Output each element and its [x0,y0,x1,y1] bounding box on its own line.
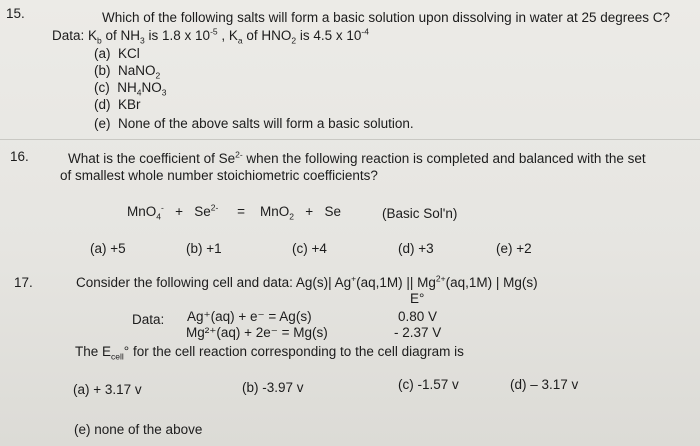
q17-half-reaction-1-e: 0.80 V [398,309,438,324]
q17-data-label: Data: [132,312,165,327]
q15-data: Data: $K_b$ of $NH_3$ is 1.8 x $10^{-5}$ , $K_a$ of $HNO_2$ is 4.5 x $10^{-4}$ [52,26,369,46]
q15-question: Which of the following salts will form a basic solution upon dissolving in water at 25 degrees C? [102,10,671,25]
q17-half-reaction-2-e: - 2.37 V [394,325,442,340]
q17-choice-a: (a) + 3.17 v [73,382,142,397]
q17-choice-e: (e) none of the above [74,422,203,437]
q15-option-e: (e) None of the above salts will form a basic solution. [94,116,414,131]
q17-choice-d: (d) – 3.17 v [510,377,579,392]
divider [0,139,700,140]
q17-number: 17. [14,275,33,290]
q16-choice-d: (d) +3 [398,241,434,256]
q16-reaction: MnO$_4$- + $Se^{2-}$ = MnO$_2$ + Se [127,202,341,222]
q17-choice-c: (c) -1.57 v [398,377,459,392]
q16-choice-e: (e) +2 [496,241,532,256]
q17-ecell-question: The $E_{cell}^\circ$ for the cell reaction corresponding to the cell diagram is [75,344,464,362]
q15-number: 15. [6,6,25,21]
q15-option-b: (b) NaNO$_2$ [94,63,161,81]
q16-choice-c: (c) +4 [292,241,327,256]
q16-question-line1: What is the coefficient of $Se^{2-}$ when the following reaction is completed and balanced with the set [68,149,646,166]
q17-choice-b: (b) -3.97 v [242,380,304,395]
q16-condition: (Basic Sol'n) [382,206,458,221]
q17-e-header: E° [410,291,425,306]
q17-half-reaction-1: Ag⁺(aq) + e⁻ = Ag(s) [187,309,312,324]
q16-number: 16. [10,149,29,164]
q15-option-c: (c) $NH_4NO_3$ [94,80,167,98]
q17-question: Consider the following cell and data: Ag(s)| Ag+(aq,1M) || $Mg^{2+}(aq,1M)$ | Mg(s) [76,273,538,290]
q15-option-d: (d) KBr [94,97,141,112]
q16-choice-b: (b) +1 [186,241,222,256]
q16-question-line2: of smallest whole number stoichiometric coefficients? [60,168,378,183]
q15-option-a: (a) KCl [94,46,140,61]
q17-half-reaction-2: Mg²⁺(aq) + 2e⁻ = Mg(s) [186,325,328,340]
q16-choice-a: (a) +5 [90,241,126,256]
